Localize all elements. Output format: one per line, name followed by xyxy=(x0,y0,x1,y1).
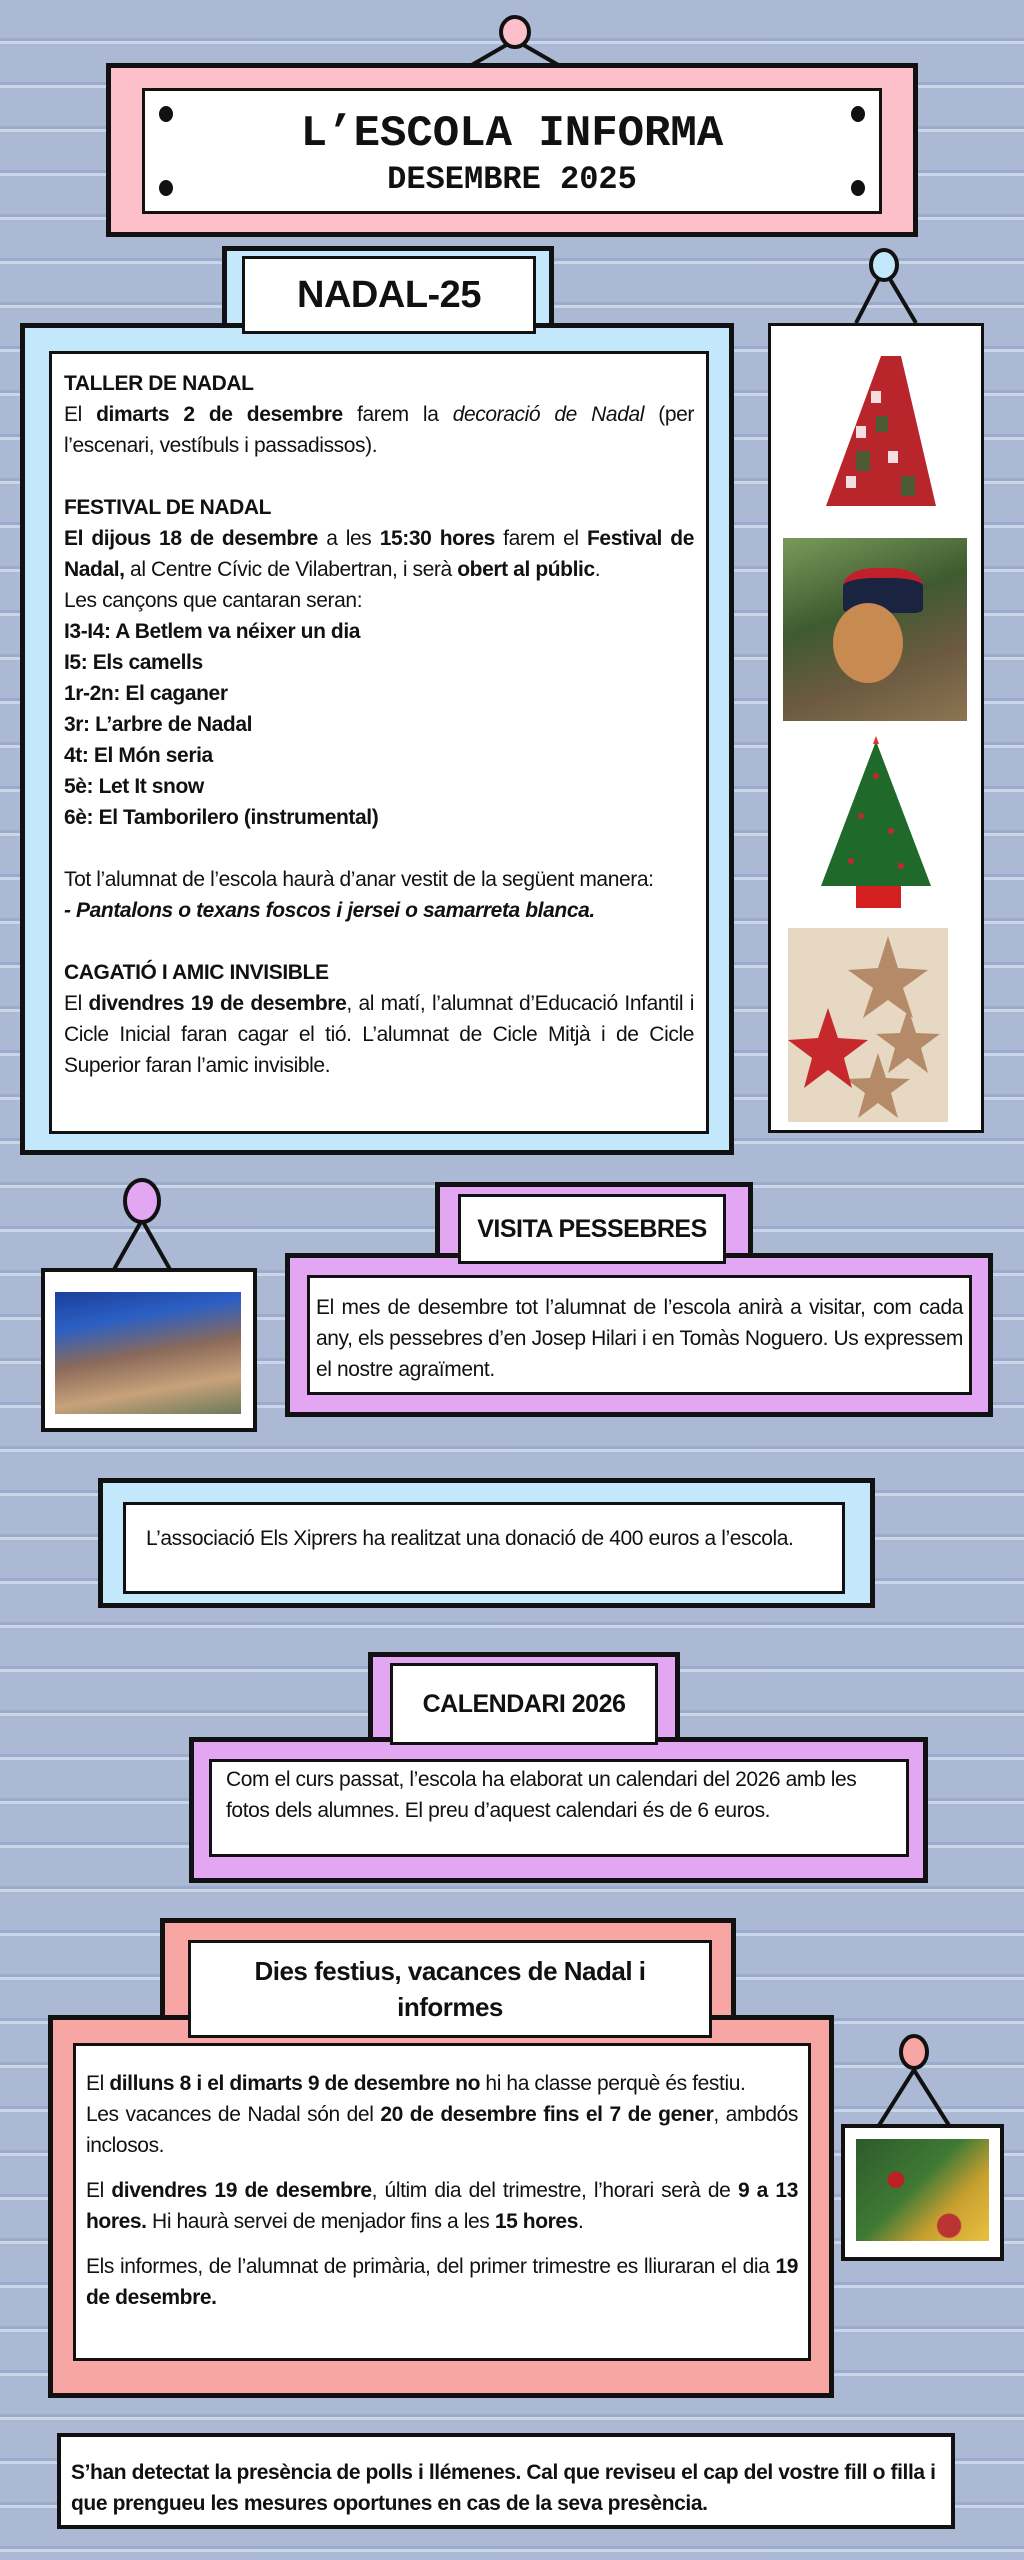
paragraph xyxy=(64,523,694,585)
calendari-section xyxy=(189,1737,928,1883)
paragraph xyxy=(146,1523,822,1554)
text-run: decoració de Nadal xyxy=(452,403,645,426)
paragraph xyxy=(64,492,694,523)
paragraph xyxy=(64,988,694,1081)
text-run: , al matí, l’alumnat d’Educació Infantil i Cicle Inicial faran cagar el tió. L’alumnat de Cicle Mitjà i de Cicle Superior faran l’amic invisible. xyxy=(64,992,694,1077)
screw-icon xyxy=(159,180,173,196)
screw-icon xyxy=(159,106,173,122)
text-run: S’han detectat la presència de polls i llémenes. Cal que reviseu el cap del vostre fill o filla i que prengueu les mesures oportunes en cas de la seva presència. xyxy=(71,2461,936,2515)
nadal-content xyxy=(49,351,709,1134)
paragraph xyxy=(86,2175,798,2237)
polls-notice xyxy=(57,2433,955,2529)
paragraph xyxy=(64,616,694,647)
text-run: divendres 19 de desembre xyxy=(111,2179,372,2202)
paragraph xyxy=(64,709,694,740)
paragraph xyxy=(226,1764,892,1826)
page-title: L’ESCOLA INFORMA xyxy=(300,109,724,159)
text-run: a les xyxy=(317,527,380,550)
paragraph xyxy=(64,864,694,895)
calendari-content xyxy=(209,1759,909,1857)
paragraph xyxy=(64,771,694,802)
text-run: El dijous 18 de desembre xyxy=(64,527,318,550)
text-run: Com el curs passat, l’escola ha elaborat un calendari del 2026 amb les fotos dels alumnes. El preu d’aquest calendari és de 6 euros. xyxy=(226,1768,857,1822)
text-run: dilluns 8 i el dimarts 9 de desembre no xyxy=(109,2072,480,2095)
text-run: El xyxy=(64,403,97,426)
header-hanger xyxy=(460,10,570,70)
pessebres-content xyxy=(307,1275,972,1395)
star-ornaments-image xyxy=(788,928,948,1122)
text-run: - Pantalons o texans foscos i jersei o samarreta blanca. xyxy=(64,899,595,922)
paragraph xyxy=(64,678,694,709)
pessebre-picture-frame xyxy=(41,1268,257,1432)
tio-image xyxy=(783,538,967,721)
paragraph xyxy=(64,957,694,988)
text-run: 4t: El Món seria xyxy=(64,744,213,767)
text-run: 1r-2n: El caganer xyxy=(64,682,228,705)
images-hanger xyxy=(850,245,930,325)
paragraph xyxy=(64,802,694,833)
text-run: , últim dia del trimestre, l’horari serà de xyxy=(371,2179,738,2202)
text-run: . xyxy=(594,558,601,581)
text-run: El mes de desembre tot l’alumnat de l’escola anirà a visitar, com cada any, els pessebres d’en Josep Hilari i en Tomàs Noguero. Us expressem el nostre agraïment. xyxy=(316,1296,963,1381)
pessebre-hanger xyxy=(100,1175,190,1275)
festius-section xyxy=(48,2015,834,2398)
paragraph xyxy=(64,368,694,399)
page-subtitle: DESEMBRE 2025 xyxy=(387,161,637,198)
text-run: 6è: El Tamborilero (instrumental) xyxy=(64,806,379,829)
festius-title: Dies festius, vacances de Nadal i informes xyxy=(188,1940,712,2038)
xmas-picture-frame xyxy=(841,2124,1004,2261)
text-run: I3-I4: A Betlem va néixer un dia xyxy=(64,620,361,643)
paragraph xyxy=(64,461,694,492)
text-run: El xyxy=(64,992,89,1015)
paragraph xyxy=(64,647,694,678)
text-run: L’associació Els Xiprers ha realitzat una donació de 400 euros a l’escola. xyxy=(146,1527,794,1550)
screw-icon xyxy=(851,106,865,122)
donacio-section xyxy=(98,1478,875,1608)
nativity-scene-image xyxy=(55,1292,241,1414)
paragraph xyxy=(64,740,694,771)
text-run: obert al públic xyxy=(457,558,595,581)
text-run: 15 hores xyxy=(494,2210,578,2233)
text-run: hi ha classe perquè és festiu. xyxy=(480,2072,746,2095)
text-run: 15:30 hores xyxy=(379,527,495,550)
text-run: Les cançons que cantaran seran: xyxy=(64,589,363,612)
xmas-ornament-image xyxy=(856,2139,989,2241)
paragraph xyxy=(86,2251,798,2313)
festius-content xyxy=(73,2043,811,2361)
text-run: divendres 19 de desembre xyxy=(88,992,347,1015)
paragraph xyxy=(86,2068,798,2099)
text-run: I5: Els camells xyxy=(64,651,203,674)
header-frame xyxy=(106,63,918,237)
paragraph xyxy=(64,895,694,926)
paragraph xyxy=(64,833,694,864)
text-run: Les vacances de Nadal són del xyxy=(86,2103,381,2126)
nadal-section xyxy=(20,323,734,1155)
calendari-title: CALENDARI 2026 xyxy=(390,1663,658,1745)
text-run: 9 a 13 hores. xyxy=(86,2179,798,2233)
text-run: CAGATIÓ I AMIC INVISIBLE xyxy=(64,961,329,984)
text-run: Hi haurà servei de menjador fins a les xyxy=(146,2210,495,2233)
pessebres-title: VISITA PESSEBRES xyxy=(458,1194,726,1264)
paragraph xyxy=(86,2099,798,2161)
text-run: 19 de desembre. xyxy=(86,2255,798,2309)
text-run: Els informes, de l’alumnat de primària, del primer trimestre es lliuraran el dia xyxy=(86,2255,776,2278)
text-run: TALLER DE NADAL xyxy=(64,372,254,395)
advent-calendar-image xyxy=(826,356,936,511)
christmas-tree-image xyxy=(816,736,936,911)
text-run: . xyxy=(578,2210,584,2233)
text-run: Tot l’alumnat de l’escola haurà d’anar vestit de la següent manera: xyxy=(64,868,654,891)
text-run: (per l’escenari, vestíbuls i passadissos). xyxy=(64,403,694,457)
header-plaque xyxy=(142,88,882,214)
text-run: al Centre Cívic de Vilabertran, i serà xyxy=(124,558,458,581)
text-run: El xyxy=(86,2072,110,2095)
paragraph xyxy=(71,2457,941,2519)
donacio-content xyxy=(123,1502,845,1594)
text-run: farem la xyxy=(342,403,453,426)
text-run: dimarts 2 de desembre xyxy=(96,403,343,426)
text-run: 5è: Let It snow xyxy=(64,775,204,798)
text-run: 20 de desembre fins el 7 de gener xyxy=(380,2103,714,2126)
pessebres-section xyxy=(285,1253,993,1417)
text-run: El xyxy=(86,2179,112,2202)
text-run: Festival de Nadal, xyxy=(64,527,694,581)
paragraph xyxy=(316,1292,963,1385)
paragraph xyxy=(64,926,694,957)
text-run: , ambdós inclosos. xyxy=(86,2103,798,2157)
paragraph xyxy=(64,585,694,616)
text-run: farem el xyxy=(494,527,587,550)
screw-icon xyxy=(851,180,865,196)
text-run: FESTIVAL DE NADAL xyxy=(64,496,272,519)
paragraph xyxy=(64,399,694,461)
text-run: 3r: L’arbre de Nadal xyxy=(64,713,253,736)
xmas-hanger xyxy=(870,2032,960,2128)
nadal-title: NADAL-25 xyxy=(242,256,536,334)
images-panel xyxy=(768,323,984,1133)
